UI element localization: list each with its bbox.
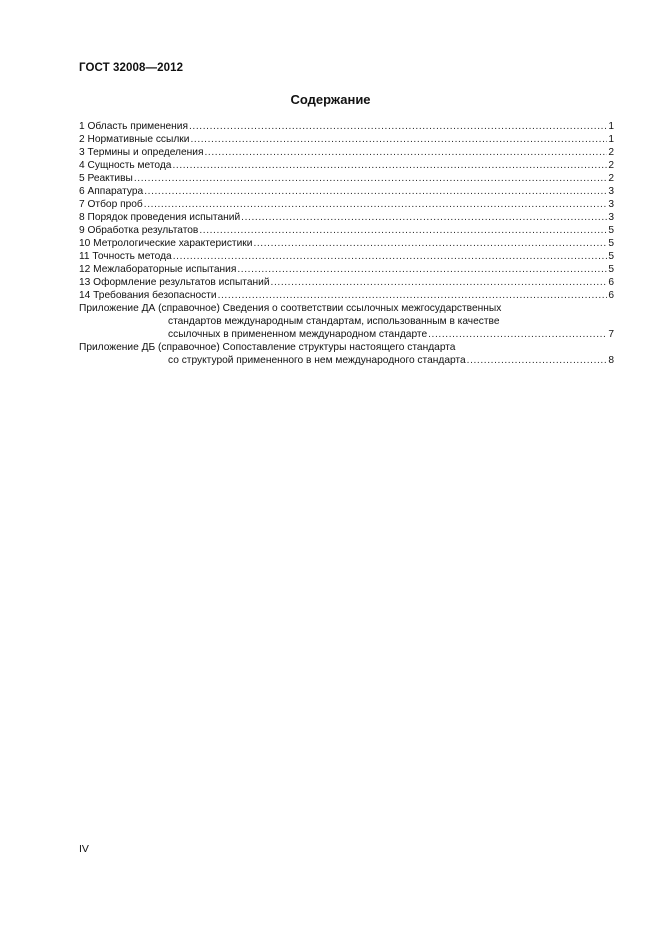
toc-entry[interactable] bbox=[79, 250, 614, 263]
toc-entry[interactable] bbox=[79, 172, 614, 185]
leader-dots bbox=[237, 263, 607, 276]
leader-dots bbox=[172, 159, 607, 172]
toc-entry-page: 2 bbox=[608, 173, 614, 184]
leader-dots bbox=[271, 276, 608, 289]
leader-dots bbox=[467, 354, 608, 367]
leader-dots bbox=[173, 250, 608, 263]
toc-entry-page: 6 bbox=[608, 277, 614, 288]
appendix-da-title: Приложение ДА (справочное) Сведения о соответствии ссылочных межгосударственных bbox=[79, 303, 502, 314]
leader-dots bbox=[189, 120, 607, 133]
toc-entry[interactable] bbox=[79, 133, 614, 146]
leader-dots bbox=[253, 237, 607, 250]
toc-entry-page: 7 bbox=[608, 329, 614, 340]
leader-dots bbox=[134, 172, 607, 185]
toc-entry-label: 14 Требования безопасности bbox=[79, 290, 217, 301]
toc-entry-label: 3 Термины и определения bbox=[79, 147, 204, 158]
toc-appendix-db[interactable] bbox=[79, 341, 614, 367]
toc-entry-page: 5 bbox=[608, 225, 614, 236]
leader-dots bbox=[144, 198, 608, 211]
leader-dots bbox=[190, 133, 607, 146]
leader-dots bbox=[241, 211, 607, 224]
leader-dots bbox=[428, 328, 607, 341]
toc-entry-page: 3 bbox=[608, 212, 614, 223]
toc-entry-label: 7 Отбор проб bbox=[79, 199, 143, 210]
table-of-contents bbox=[79, 120, 614, 367]
toc-entry-label: 1 Область применения bbox=[79, 121, 188, 132]
leader-dots bbox=[144, 185, 607, 198]
toc-entry-label: 13 Оформление результатов испытаний bbox=[79, 277, 270, 288]
toc-entry-page: 6 bbox=[608, 290, 614, 301]
toc-entry[interactable] bbox=[79, 120, 614, 133]
appendix-db-title: Приложение ДБ (справочное) Сопоставление структуры настоящего стандарта bbox=[79, 342, 456, 353]
toc-entry-label: 10 Метрологические характеристики bbox=[79, 238, 253, 249]
toc-entry-label: 2 Нормативные ссылки bbox=[79, 134, 190, 145]
toc-entry[interactable] bbox=[79, 276, 614, 289]
leader-dots bbox=[204, 146, 607, 159]
toc-entry[interactable] bbox=[79, 237, 614, 250]
page-number: IV bbox=[79, 843, 89, 855]
toc-entry[interactable] bbox=[79, 198, 614, 211]
toc-entry-page: 8 bbox=[608, 355, 614, 366]
toc-entry[interactable] bbox=[79, 224, 614, 237]
toc-entry-page: 5 bbox=[608, 238, 614, 249]
toc-entry-label: 5 Реактивы bbox=[79, 173, 133, 184]
toc-entry-page: 5 bbox=[608, 264, 614, 275]
toc-appendix-da[interactable] bbox=[79, 302, 614, 341]
toc-entry-page: 1 bbox=[608, 121, 614, 132]
toc-entry-label: 11 Точность метода bbox=[79, 251, 172, 262]
toc-entry-page: 2 bbox=[608, 160, 614, 171]
toc-entry[interactable] bbox=[79, 289, 614, 302]
toc-title: Содержание bbox=[290, 92, 371, 107]
appendix-da-title-continued: стандартов международным стандартам, использованным в качестве bbox=[168, 316, 500, 327]
standard-code: ГОСТ 32008—2012 bbox=[79, 62, 184, 74]
toc-entry-page: 3 bbox=[608, 199, 614, 210]
toc-entry-page: 1 bbox=[608, 134, 614, 145]
toc-entry-label: 9 Обработка результатов bbox=[79, 225, 199, 236]
appendix-db-title-end: со структурой примененного в нем международного стандарта bbox=[168, 355, 466, 366]
toc-entry-label: 4 Сущность метода bbox=[79, 160, 172, 171]
toc-entry-label: 6 Аппаратура bbox=[79, 186, 144, 197]
leader-dots bbox=[199, 224, 607, 237]
toc-entry[interactable] bbox=[79, 159, 614, 172]
toc-entry[interactable] bbox=[79, 146, 614, 159]
toc-entry[interactable] bbox=[79, 263, 614, 276]
toc-entry-label: 8 Порядок проведения испытаний bbox=[79, 212, 241, 223]
appendix-da-title-end: ссылочных в примененном международном стандарте bbox=[168, 329, 428, 340]
toc-entry-page: 2 bbox=[608, 147, 614, 158]
toc-entry[interactable] bbox=[79, 185, 614, 198]
toc-entry[interactable] bbox=[79, 211, 614, 224]
leader-dots bbox=[218, 289, 608, 302]
toc-entry-page: 3 bbox=[608, 186, 614, 197]
toc-entry-label: 12 Межлабораторные испытания bbox=[79, 264, 237, 275]
toc-entry-page: 5 bbox=[608, 251, 614, 262]
